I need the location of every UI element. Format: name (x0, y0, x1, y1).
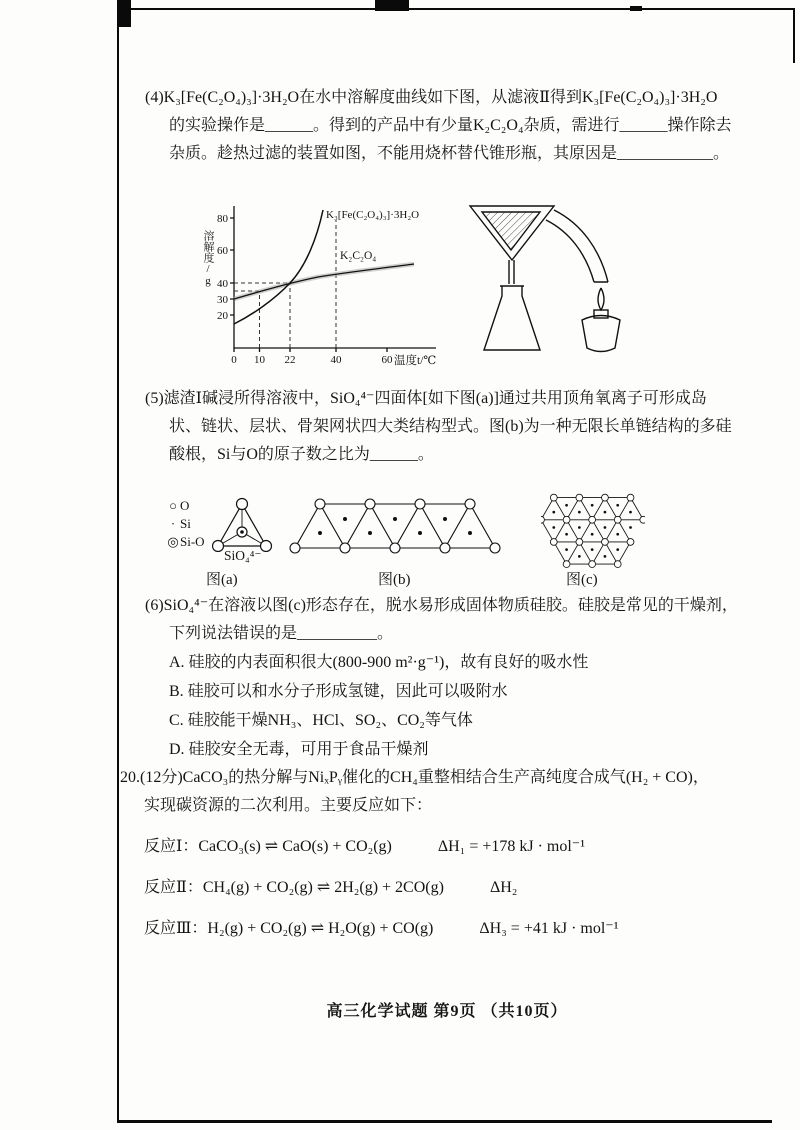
svg-text:60: 60 (217, 245, 228, 257)
curve-k2c2o4-band (234, 264, 414, 299)
hot-filtration-apparatus (462, 198, 652, 366)
svg-text:20: 20 (217, 310, 228, 322)
o-atom-icon: ○ (169, 498, 177, 513)
svg-text:40: 40 (330, 354, 342, 366)
chain-figure (283, 490, 513, 562)
question-6 (145, 592, 738, 764)
q5-line-2: 状、链状、层状、骨架网状四大类结构型式。图(b)为一种无限长单链结构的多硅 (169, 418, 732, 435)
silicate-legend (166, 497, 205, 551)
question-5 (145, 385, 732, 469)
reaction-1 (120, 833, 720, 861)
reaction-3-equation: 反应Ⅲ：H₂(g) + CO₂(g) ⇌ H₂O(g) + CO(g) (144, 920, 434, 937)
svg-text:60: 60 (381, 354, 393, 366)
y-tick-labels (217, 213, 229, 322)
q6-option-c: C. 硅胶能干燥NH₃、HCl、SO₂、CO₂等气体 (169, 712, 473, 729)
x-axis-label: 温度t/℃ (394, 355, 437, 367)
curve2-label: K₂C₂O₄ (340, 250, 377, 262)
reaction-1-enthalpy: ΔH₁ = +178 kJ · mol⁻¹ (437, 838, 586, 855)
scan-border-right (793, 8, 795, 63)
filter-paper-icon (482, 212, 540, 250)
tetrahedron-figure (212, 494, 274, 552)
si-atom-icon: · (170, 516, 176, 531)
svg-text:22: 22 (284, 354, 296, 366)
reaction-2 (120, 874, 720, 902)
chart-axes (230, 206, 436, 352)
si-o-overlap-icon: ◎ (167, 534, 179, 549)
question-4 (145, 84, 732, 168)
question-20 (120, 764, 720, 943)
tetrahedron-label: SiO₄⁴⁻ (224, 548, 262, 563)
q5-line-1: (5)滤渣Ⅰ碱浸所得溶液中，SiO₄⁴⁻四面体[如下图(a)]通过共用顶角氧离子可形成岛 (145, 390, 707, 407)
scan-blob-topright (630, 6, 642, 11)
reaction-3 (120, 915, 720, 943)
q4-line-1: (4)K₃[Fe(C₂O₄)₃]·3H₂O在水中溶解度曲线如下图，从滤液Ⅱ得到K₃[Fe(C₂O₄)₃]·3H₂O (145, 89, 718, 106)
solubility-chart (188, 196, 458, 378)
figure-b-caption: 图(b) (378, 572, 411, 588)
legend-item-si: · Si (166, 515, 205, 533)
reaction-3-enthalpy: ΔH₃ = +41 kJ · mol⁻¹ (479, 920, 619, 937)
flame-icon (598, 288, 604, 310)
y-axis-label: 溶解度/g (202, 230, 214, 287)
curve1-label: K₃[Fe(C₂O₄)₃]·3H₂O (326, 209, 420, 221)
q6-option-a: A. 硅胶的内表面积很大(800-900 m²·g⁻¹)，故有良好的吸水性 (169, 654, 589, 671)
reaction-2-enthalpy: ΔH₂ (489, 879, 518, 896)
legend-item-o: ○ O (166, 497, 205, 515)
funnel-stem (509, 260, 514, 284)
q20-line-2: 实现碳资源的二次利用。主要反应如下： (144, 797, 433, 814)
q5-line-3: 酸根，Si与O的原子数之比为______。 (169, 446, 434, 463)
scan-border-left (117, 8, 119, 1122)
q6-option-d: D. 硅胶安全无毒，可用于食品干燥剂 (169, 741, 429, 758)
q4-line-3: 杂质。趁热过滤的装置如图，不能用烧杯替代锥形瓶，其原因是____________。 (169, 145, 730, 162)
side-arm-tube (546, 210, 608, 282)
scan-blob-topcenter (375, 0, 409, 11)
scan-blob-topleft (117, 0, 131, 27)
figure-c-caption: 图(c) (566, 572, 598, 588)
alcohol-lamp-icon (582, 316, 620, 352)
curve-k3fe (234, 210, 323, 324)
q6-option-b: B. 硅胶可以和水分子形成氢键，因此可以吸附水 (169, 683, 508, 700)
svg-text:0: 0 (231, 354, 237, 366)
q20-line-1: 20.(12分)CaCO₃的热分解与NiₓPᵧ催化的CH₄重整相结合生产高纯度合成气(H₂ + CO)， (120, 769, 709, 786)
network-figure (541, 486, 645, 574)
legend-item-sio: ◎Si-O (167, 534, 205, 549)
q6-line-1: (6)SiO₄⁴⁻在溶液以图(c)形态存在，脱水易形成固体物质硅胶。硅胶是常见的干燥剂， (145, 597, 738, 614)
q4-line-2: 的实验操作是______。得到的产品中有少量K₂C₂O₄杂质，需进行______操作除去 (169, 117, 732, 134)
x-tick-labels (231, 354, 393, 366)
q6-line-2: 下列说法错误的是__________。 (169, 625, 394, 642)
svg-text:10: 10 (254, 354, 265, 366)
scan-border-top (117, 8, 795, 10)
figure-a-caption: 图(a) (206, 572, 238, 588)
svg-text:80: 80 (217, 213, 228, 225)
svg-text:30: 30 (217, 294, 228, 306)
page-footer: 高三化学试题 第9页 （共10页） (326, 1003, 568, 1020)
reaction-2-equation: 反应Ⅱ：CH₄(g) + CO₂(g) ⇌ 2H₂(g) + 2CO(g) (144, 879, 444, 896)
erlenmeyer-flask-icon (484, 286, 540, 350)
scan-border-bottom (117, 1120, 772, 1123)
svg-text:40: 40 (217, 278, 228, 290)
reaction-1-equation: 反应Ⅰ：CaCO₃(s) ⇌ CaO(s) + CO₂(g) (144, 838, 392, 855)
